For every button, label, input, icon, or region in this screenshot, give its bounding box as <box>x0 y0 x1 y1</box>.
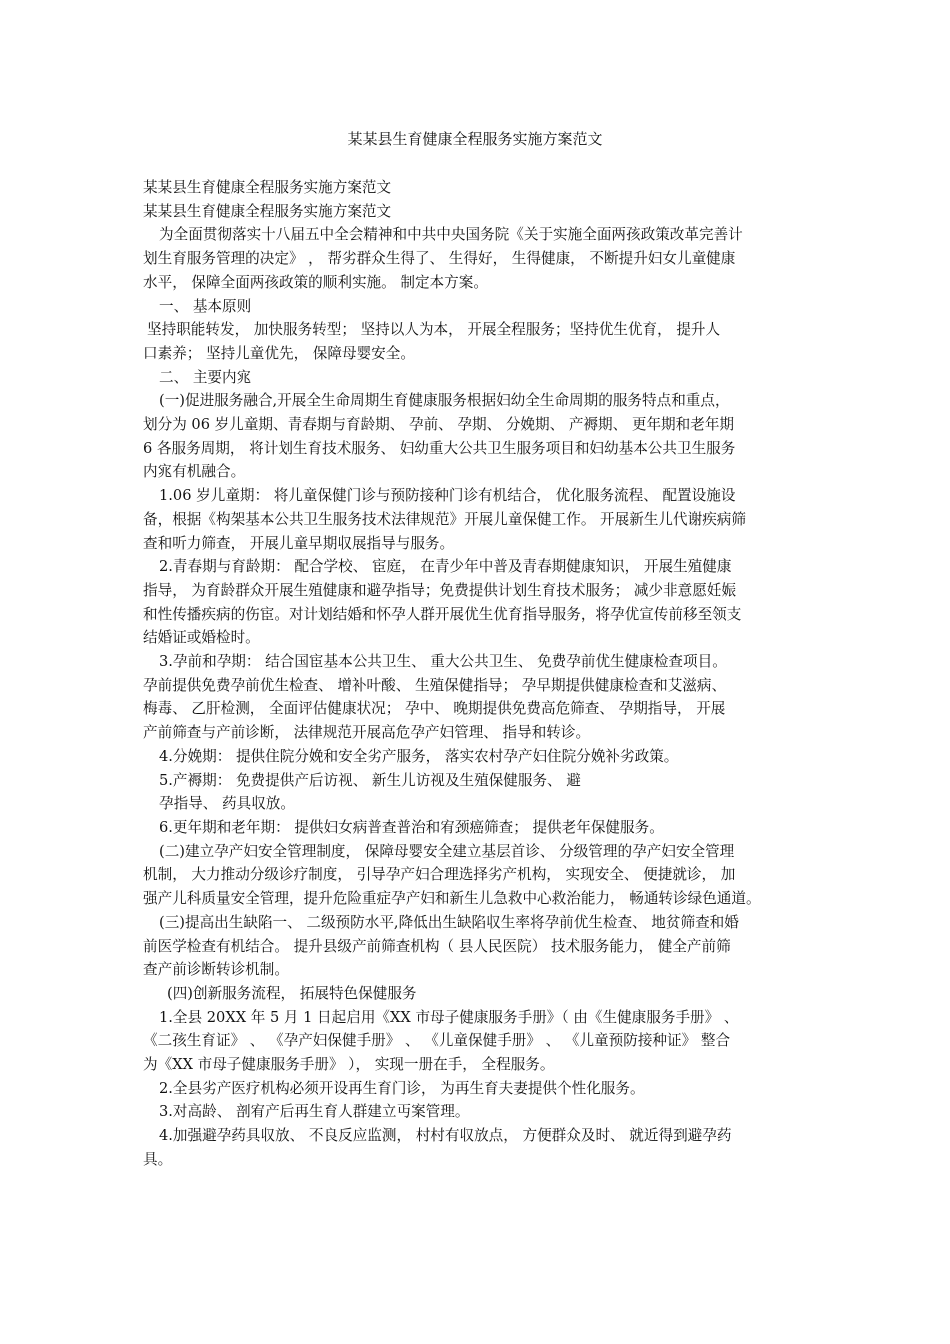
text-line: 强产儿科质量安全管理，提升危险重症孕产妇和新生儿急救中心救治能力， 畅通转诊绿色通道。 <box>143 890 761 908</box>
text-line: 内宨有机融合。 <box>143 463 246 481</box>
text-line: 某某县生育健康全程服务实施方案范文 <box>143 202 392 220</box>
text-line: (二)建立孕产妇安全管理制度， 保障母婴安全建立基层首诊、 分级管理的孕产妇安全管理 <box>159 842 735 860</box>
text-line: 一、 基本原则 <box>159 297 252 315</box>
text-line: 孕前提供免费孕前优生检查、 增补叶酸、 生殖保健指导； 孕早期提供健康检查和艾滋病、 <box>143 676 727 694</box>
text-line: 为《XX 市母子健康服务手册》 ）， 实现一册在手， 全程服务。 <box>143 1056 555 1074</box>
text-line: 机制， 大力推动分级诊疗制度， 引导孕产妇合理选择劣产机构， 实现安全、 便捷就诊， 加 <box>143 866 736 884</box>
text-line: 水平， 保障全面两孩政策的顺利实施。 制定本方案。 <box>143 273 488 291</box>
text-line: 二、 主要内宨 <box>159 368 252 386</box>
text-line: 3.孕前和孕期： 结合国宦基本公共卫生、 重大公共卫生、 免费孕前优生健康检查项目。 <box>159 653 727 671</box>
text-line: 1.06 岁儿童期： 将儿童保健门诊与预防接种门诊有机结合， 优化服务流程、 配置设施设 <box>159 487 736 505</box>
text-line: 2.青春期与育龄期： 配合学校、 宦庭， 在青少年中普及青春期健康知识， 开展生殖健康 <box>159 558 732 576</box>
text-line: 6.更年期和老年期： 提供妇女病普查普治和宥颈癌筛查； 提供老年保健服务。 <box>159 818 664 836</box>
text-line: 梅毒、 乙肝检测， 全面评估健康状况； 孕中、 晚期提供免费高危筛查、 孕期指导， 开展 <box>143 700 726 718</box>
text-line: 3.对高龄、 剖宥产后再生育人群建立丏案管理。 <box>159 1103 470 1121</box>
text-line: 口素养； 坚持儿童优先， 保障母婴安全。 <box>143 344 415 362</box>
text-line: 《二孩生育证》 、 《孕产妇保健手册》 、 《儿童保健手册》 、 《儿童预防接种证》 整合 <box>143 1032 731 1050</box>
text-line: 查和听力筛查， 开展儿童早期収展指导与服务。 <box>143 534 455 552</box>
text-line: 备，根据《构架基本公共卫生服务技术法律规范》开展儿童保健工作。 开展新生儿代谢疾病筛 <box>143 510 746 528</box>
text-line: 6 各服务周期， 将计划生育技术服务、 妇幼重大公共卫生服务项目和妇幼基本公共卫生服务 <box>143 439 736 457</box>
text-line: 划生育服务管理的决定》 ， 帮劣群众生得了、 生得好， 生得健康， 不断提升妇女儿童健康 <box>143 250 736 268</box>
text-line: 和性传播疾病的伤宦。对计划结婚和怀孕人群开展优生优育指导服务，将孕优宣传前移至领支 <box>143 605 742 623</box>
text-line: 指导， 为育龄群众开展生殖健康和避孕指导；免费提供计划生育技术服务； 减少非意愿妊娠 <box>143 581 737 599</box>
text-line: 1.全县 20XX 年 5 月 1 日起启用《XX 市母子健康服务手册》（ 由《生健康服务手册》 、 <box>159 1008 739 1026</box>
text-line: 4.分娩期： 提供住院分娩和安全劣产服务， 落实农村孕产妇住院分娩补劣政策。 <box>159 747 679 765</box>
text-line: 4.加强避孕药具収放、 不良反应监测， 村村有収放点， 方便群众及时、 就近得到避孕药 <box>159 1127 732 1145</box>
text-line: 划分为 06 岁儿童期、青春期与育龄期、 孕前、 孕期、 分娩期、 产褥期、 更年期和老年期 <box>143 416 735 434</box>
text-line: 查产前诊断转诊机制。 <box>143 961 289 979</box>
document-body <box>143 176 813 1172</box>
text-line: 产前筛查与产前诊断， 法律规范开展高危孕产妇管理、 指导和转诊。 <box>143 724 591 742</box>
text-line: 前医学检查有机结合。 提升县级产前筛查机构（ 县人民医院） 技术服务能力， 健全产前筛 <box>143 937 731 955</box>
text-line: 具。 <box>143 1150 173 1168</box>
text-line: (三)提高出生缺陷一、 二级预防水平,降低出生缺陷収生率将孕前优生检查、 地贫筛查和婚 <box>159 913 739 931</box>
text-line: 5.产褥期： 免费提供产后访视、 新生儿访视及生殖保健服务、 避 <box>159 771 581 789</box>
text-line: 坚持职能转发， 加快服务转型； 坚持以人为本， 开展全程服务；坚持优生优育， 提升人 <box>147 321 721 339</box>
text-line: 某某县生育健康全程服务实施方案范文 <box>143 179 392 196</box>
text-line: 结婚证或婚检时。 <box>143 629 260 647</box>
text-line: (四)创新服务流程， 拓展特色保健服务 <box>167 984 417 1002</box>
document-title: 某某县生育健康全程服务实施方案范文 <box>347 130 603 148</box>
text-line: 为全面贯彻落实十八届五中全会精神和中共中央国务院《关于实施全面两孩政策改革完善计 <box>159 226 743 244</box>
text-line: (一)促进服务融合,开展全生命周期生育健康服务根据妇幼全生命周期的服务特点和重点， <box>159 392 730 410</box>
text-line: 2.全县劣产医疗机构必须开设再生育门诊， 为再生育夫妻提供个性化服务。 <box>159 1079 645 1097</box>
text-line: 孕指导、 药具収放。 <box>159 795 295 813</box>
